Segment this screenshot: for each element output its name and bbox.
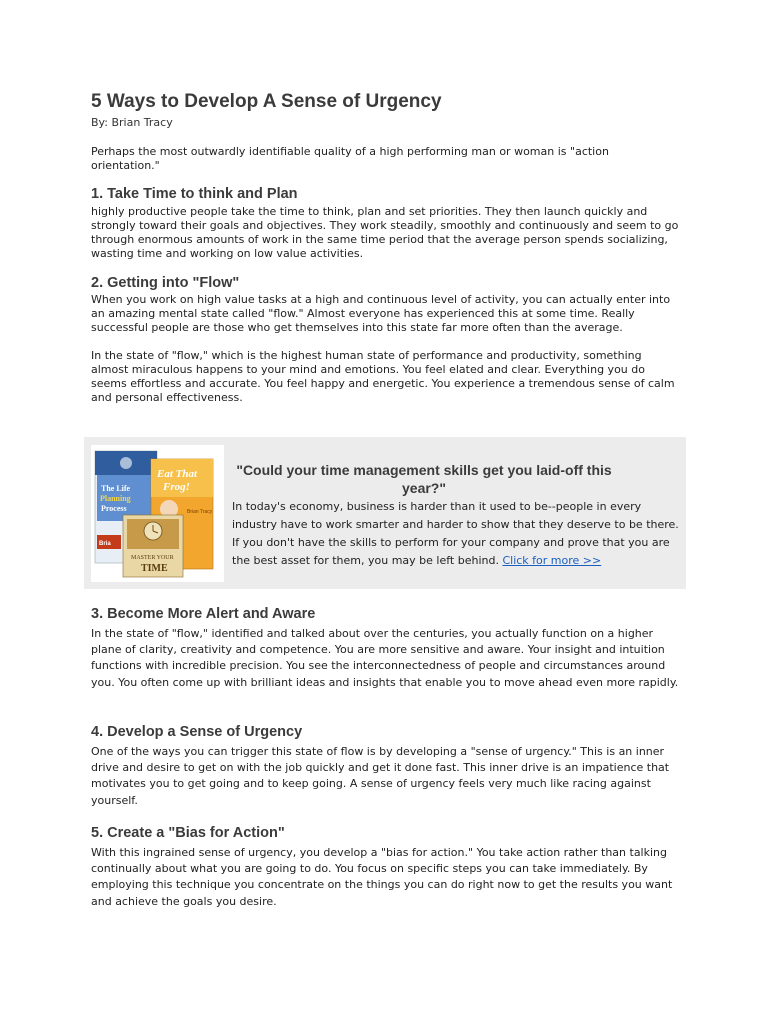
promo-heading: "Could your time management skills get you laid-off this year?" xyxy=(236,462,612,496)
svg-text:Eat That: Eat That xyxy=(157,468,198,480)
svg-text:Bria: Bria xyxy=(99,541,111,547)
section-1-heading: 1. Take Time to think and Plan xyxy=(91,186,298,202)
section-5-paragraph: With this ingrained sense of urgency, you develop a "bias for action." You take action rather than talking continually about what you are going to do. You focus on specific steps you can take immediately. By employing this technique you concentrate on the things you can do right now to get the results you want and achieve the goals you desire. xyxy=(91,846,673,908)
svg-text:Planning: Planning xyxy=(100,494,131,503)
section-3-paragraph: In the state of "flow," identified and talked about over the centuries, you actually function on a higher plane of clarity, creativity and competence. You are more sensitive and aware. Your insight and intuition functions with incredible precision. You see the interconnectedness of people and circumstances around you. You often come up with brilliant ideas and insights that enable you to move ahead even more rapidly. xyxy=(91,627,679,689)
book-covers-illustration xyxy=(91,445,224,582)
section-2-paragraph-1: When you work on high value tasks at a high and continuous level of activity, you can actually enter into an amazing mental state called "flow." Almost everyone has experienced this at some time. Really successful people are those who get themselves into this state far more often than the average. xyxy=(91,293,671,334)
click-for-more-link[interactable]: Click for more >> xyxy=(502,554,602,567)
section-2-heading: 2. Getting into "Flow" xyxy=(91,275,240,291)
promo-box xyxy=(84,437,686,589)
svg-text:TIME: TIME xyxy=(141,563,168,574)
book-master-your-time-cover xyxy=(123,515,183,577)
author-byline: By: Brian Tracy xyxy=(91,116,173,129)
section-1-paragraph: highly productive people take the time to think, plan and set priorities. They then launch quickly and strongly toward their goals and objectives. They work steadily, smoothly and continuously and seem to go through enormous amounts of work in the same time period that the average person spends socializing, wasting time and working on low value activities. xyxy=(91,205,679,260)
svg-text:The Life: The Life xyxy=(101,484,131,493)
svg-text:Process: Process xyxy=(101,504,127,513)
book-covers-image[interactable] xyxy=(91,445,224,582)
section-2-paragraph-2: In the state of "flow," which is the highest human state of performance and productivity, something almost miraculous happens to your mind and emotions. You feel elated and clear. Everything you do seems effortless and accurate. You feel happy and energetic. You experience a tremendous sense of calm and personal effectiveness. xyxy=(91,349,675,404)
svg-text:Brian Tracy: Brian Tracy xyxy=(187,509,213,515)
promo-text xyxy=(232,498,684,570)
section-4-paragraph: One of the ways you can trigger this state of flow is by developing a "sense of urgency." This is an inner drive and desire to get on with the job quickly and get it done fast. This inner drive is an impatience that motivates you to get going and to keep going. A sense of urgency feels very much like racing against yourself. xyxy=(91,745,670,807)
section-3-heading: 3. Become More Alert and Aware xyxy=(91,606,316,622)
intro-paragraph: Perhaps the most outwardly identifiable quality of a high performing man or woman is "action orientation." xyxy=(91,145,609,172)
promo-body: In today's economy, business is harder than it used to be--people in every industry have to work smarter and harder to show that they deserve to be there. If you don't have the skills to perform for your company and prove that you are the best asset for them, you may be left behind. xyxy=(232,500,679,567)
section-4-heading: 4. Develop a Sense of Urgency xyxy=(91,724,303,740)
article-title: 5 Ways to Develop A Sense of Urgency xyxy=(91,91,442,112)
svg-text:Frog!: Frog! xyxy=(163,481,190,493)
svg-text:MASTER YOUR: MASTER YOUR xyxy=(131,555,174,561)
section-5-heading: 5. Create a "Bias for Action" xyxy=(91,825,285,841)
